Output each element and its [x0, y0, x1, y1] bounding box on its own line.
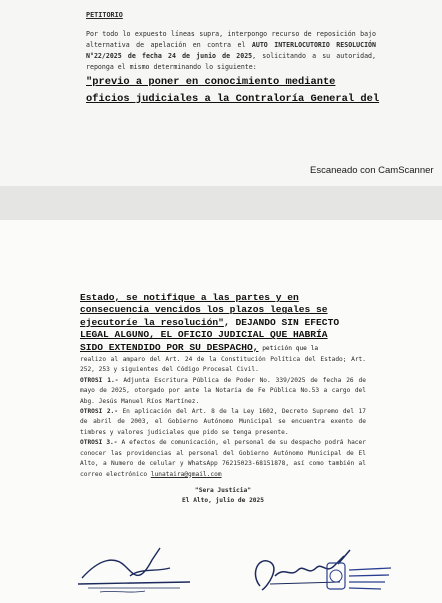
camscanner-watermark: Escaneado con CamScanner — [310, 165, 434, 176]
quote-continuation-line-5: SIDO EXTENDIDO POR SU DESPACHO, petición que la — [80, 341, 319, 353]
scanned-page-top — [0, 0, 442, 186]
official-stamp-icon — [325, 560, 395, 596]
quote-continuation-line-1: Estado, se notifique a las partes y en — [80, 292, 299, 303]
left-signature-icon — [70, 538, 200, 596]
quote-continuation-line-3: ejecutoríe la resolución", DEJANDO SIN EFECTO — [80, 316, 340, 328]
email-address: lunataira@gmail.com — [150, 470, 222, 478]
page-separator — [0, 186, 442, 220]
otrosi-1: OTROSI 1.- Adjunta Escritura Pública de Poder No. 339/2025 de fecha 26 de mayo de 2025, otorgado por ante la Notaria de Fe Pública No.53 a cargo del Abg. Jesús Manuel Ríos Martínez. — [80, 376, 367, 405]
petition-section — [86, 10, 380, 107]
otrosi-2: OTROSI 2.- En aplicación del Art. 8 de la Ley 1602, Decreto Supremo del 17 de abril de 2003, el Gobierno Autónomo Municipal se encuentra exento de timbres y valores judiciales que pido se tenga presente. — [80, 408, 366, 436]
scanned-page-bottom — [0, 220, 442, 603]
continuation-section — [80, 292, 366, 507]
closing-motto: "Sera Justicia" — [195, 486, 251, 494]
quote-continuation-line-2: consecuencia vencidos los plazos legales se — [80, 304, 328, 316]
petition-heading: PETITORIO — [86, 11, 123, 19]
quote-continuation-line-4: LEGAL ALGUNO, EL OFICIO JUDICIAL QUE HABRÍA — [80, 329, 328, 341]
otrosi-3: OTROSI 3.- A efectos de comunicación, el personal de su despacho podrá hacer conocer las providencias al personal del Gobierno Autónomo Municipal de El Alto, a Numero de celular y WhatsApp 76215023-68151878, así como también al correo electrónico lunataira@gmail.com — [80, 439, 366, 478]
petition-body: Por todo lo expuesto líneas supra, interpongo recurso de reposición bajo alternativa de apelación en contra el AUTO INTERLOCUTORIO RESOLUCIÓN N°22/2025 de fecha 24 de junio de 2025, solicitando a su autoridad, reponga el mismo determinando lo siguiente: — [86, 30, 376, 71]
quoted-request-line-1: "previo a poner en conocimiento mediante — [86, 76, 336, 88]
resolution-reference: AUTO INTERLOCUTORIO RESOLUCIÓN N°22/2025 de fecha 24 de junio de 2025 — [86, 41, 376, 60]
quoted-request-line-2: oficios judiciales a la Contraloría General del — [86, 93, 380, 105]
legal-basis-paragraph: realizo al amparo del Art. 24 de la Constitución Política del Estado; Art. 252, 253 y siguientes del Código Procesal Civil. — [80, 356, 366, 374]
place-and-date: El Alto, julio de 2025 — [182, 497, 264, 505]
